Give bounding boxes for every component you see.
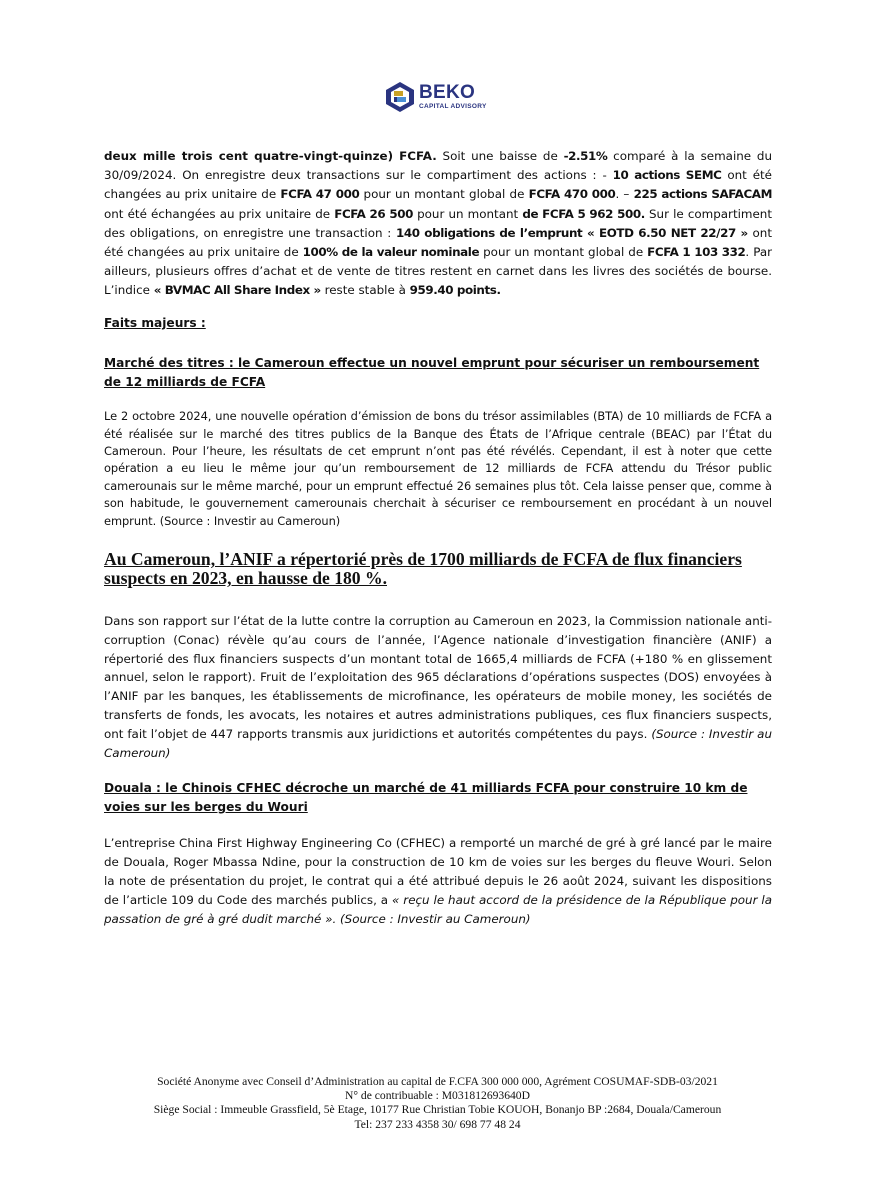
- article1-title: Marché des titres : le Cameroun effectue un nouvel emprunt pour sécuriser un remboursement de 12 milliards de FCFA: [104, 356, 760, 389]
- article3-quote: « reçu le haut accord de la présidence de la République pour la passation de gré à gré dudit marché ».: [104, 892, 772, 926]
- article1-body: Le 2 octobre 2024, une nouvelle opération d’émission de bons du trésor assimilables (BTA) de 10 milliards de FCFA a été réalisée sur le marché des titres publics de la Banque des États de l’Afrique centrale (BEAC) par l’État du Cameroun. Pour l’heure, les résultats de cet emprunt n’ont pas été révélés. Cependant, il est à noter que cette opération a eu lieu le même jour qu’un remboursement de 12 milliards de FCFA attendu du Trésor public camerounais sur le même marché, pour un emprunt effectué 26 semaines plus tôt. Cela laisse penser que, comme à son habitude, le gouvernement camerounais cherchait à sécuriser ce remboursement en procédant à un nouvel emprunt. (Source : Investir au Cameroun): [104, 409, 772, 528]
- main-content: [104, 147, 772, 928]
- company-logo: [384, 80, 487, 114]
- article3-source: (Source : Investir au Cameroun): [336, 911, 531, 926]
- logo-name: BEKO: [419, 82, 476, 104]
- article2-source: (Source : Investir au Cameroun): [104, 726, 772, 760]
- article2-title: Au Cameroun, l’ANIF a répertorié près de 1700 milliards de FCFA de flux financiers suspects en 2023, en hausse de 180 %.: [104, 548, 742, 588]
- footer-address: Siège Social : Immeuble Grassfield, 5è Etage, 10177 Rue Christian Tobie KOUOH, Bonanjo BP :2684, Douala/Cameroun: [153, 1103, 722, 1117]
- footer-tax-id: N° de contribuable : M031812693640D: [345, 1089, 530, 1103]
- beko-logo-icon: [384, 81, 416, 113]
- page-footer: [0, 1075, 875, 1132]
- logo-subtitle: CAPITAL ADVISORY: [419, 103, 487, 111]
- faits-majeurs-heading: Faits majeurs :: [104, 315, 206, 330]
- article3-body: L’entreprise China First Highway Engineering Co (CFHEC) a remporté un marché de gré à gré lancé par le maire de Douala, Roger Mbassa Ndine, pour la construction de 10 km de voies sur les berges du fleuve Wouri. Selon la note de présentation du projet, le contrat qui a été attribué depuis le 26 août 2024, suivant les dispositions de l’article 109 du Code des marchés publics, a « reçu le haut accord de la présidence de la République pour la passation de gré à gré dudit marché ». (Source : Investir au Cameroun): [104, 836, 772, 926]
- article3-title: Douala : le Chinois CFHEC décroche un marché de 41 milliards FCFA pour construire 10 km de voies sur les berges du Wouri: [104, 781, 748, 814]
- footer-company-line: Société Anonyme avec Conseil d’Administration au capital de F.CFA 300 000 000, Agrément COSUMAF-SDB-03/2021: [157, 1075, 718, 1088]
- article2-body: Dans son rapport sur l’état de la lutte contre la corruption au Cameroun en 2023, la Commission nationale anti-corruption (Conac) révèle qu’au cours de l’année, l’Agence nationale d’investigation financière (ANIF) a répertorié des flux financiers suspects d’un montant total de 1665,4 milliards de FCFA (+180 % en glissement annuel, selon le rapport). Fruit de l’exploitation des 965 déclarations d’opérations suspectes (DOS) envoyées à l’ANIF par les banques, les établissements de microfinance, les opérateurs de mobile money, les sociétés de transferts de fonds, les avocats, les notaires et autres administrations publiques, ces flux financiers suspects, ont fait l’objet de 447 rapports transmis aux juridictions et autorités compétentes du pays. (Source : Investir au Cameroun): [104, 613, 772, 760]
- intro-paragraph: deux mille trois cent quatre-vingt-quinze) FCFA. Soit une baisse de -2.51% comparé à la semaine du 30/09/2024. On enregistre deux transactions sur le compartiment des actions : - 10 actions SEMC ont été changées au prix unitaire de FCFA 47 000 pour un montant global de FCFA 470 000. – 225 actions SAFACAM ont été échangées au prix unitaire de FCFA 26 500 pour un montant de FCFA 5 962 500. Sur le compartiment des obligations, on enregistre une transaction : 140 obligations de l’emprunt « EOTD 6.50 NET 22/27 » ont été changées au prix unitaire de 100% de la valeur nominale pour un montant global de FCFA 1 103 332. Par ailleurs, plusieurs offres d’achat et de vente de titres restent en carnet dans les livres des sociétés de bourse. L’indice « BVMAC All Share Index » reste stable à 959.40 points.: [104, 149, 773, 298]
- footer-phone: Tel: 237 233 4358 30/ 698 77 48 24: [354, 1117, 521, 1131]
